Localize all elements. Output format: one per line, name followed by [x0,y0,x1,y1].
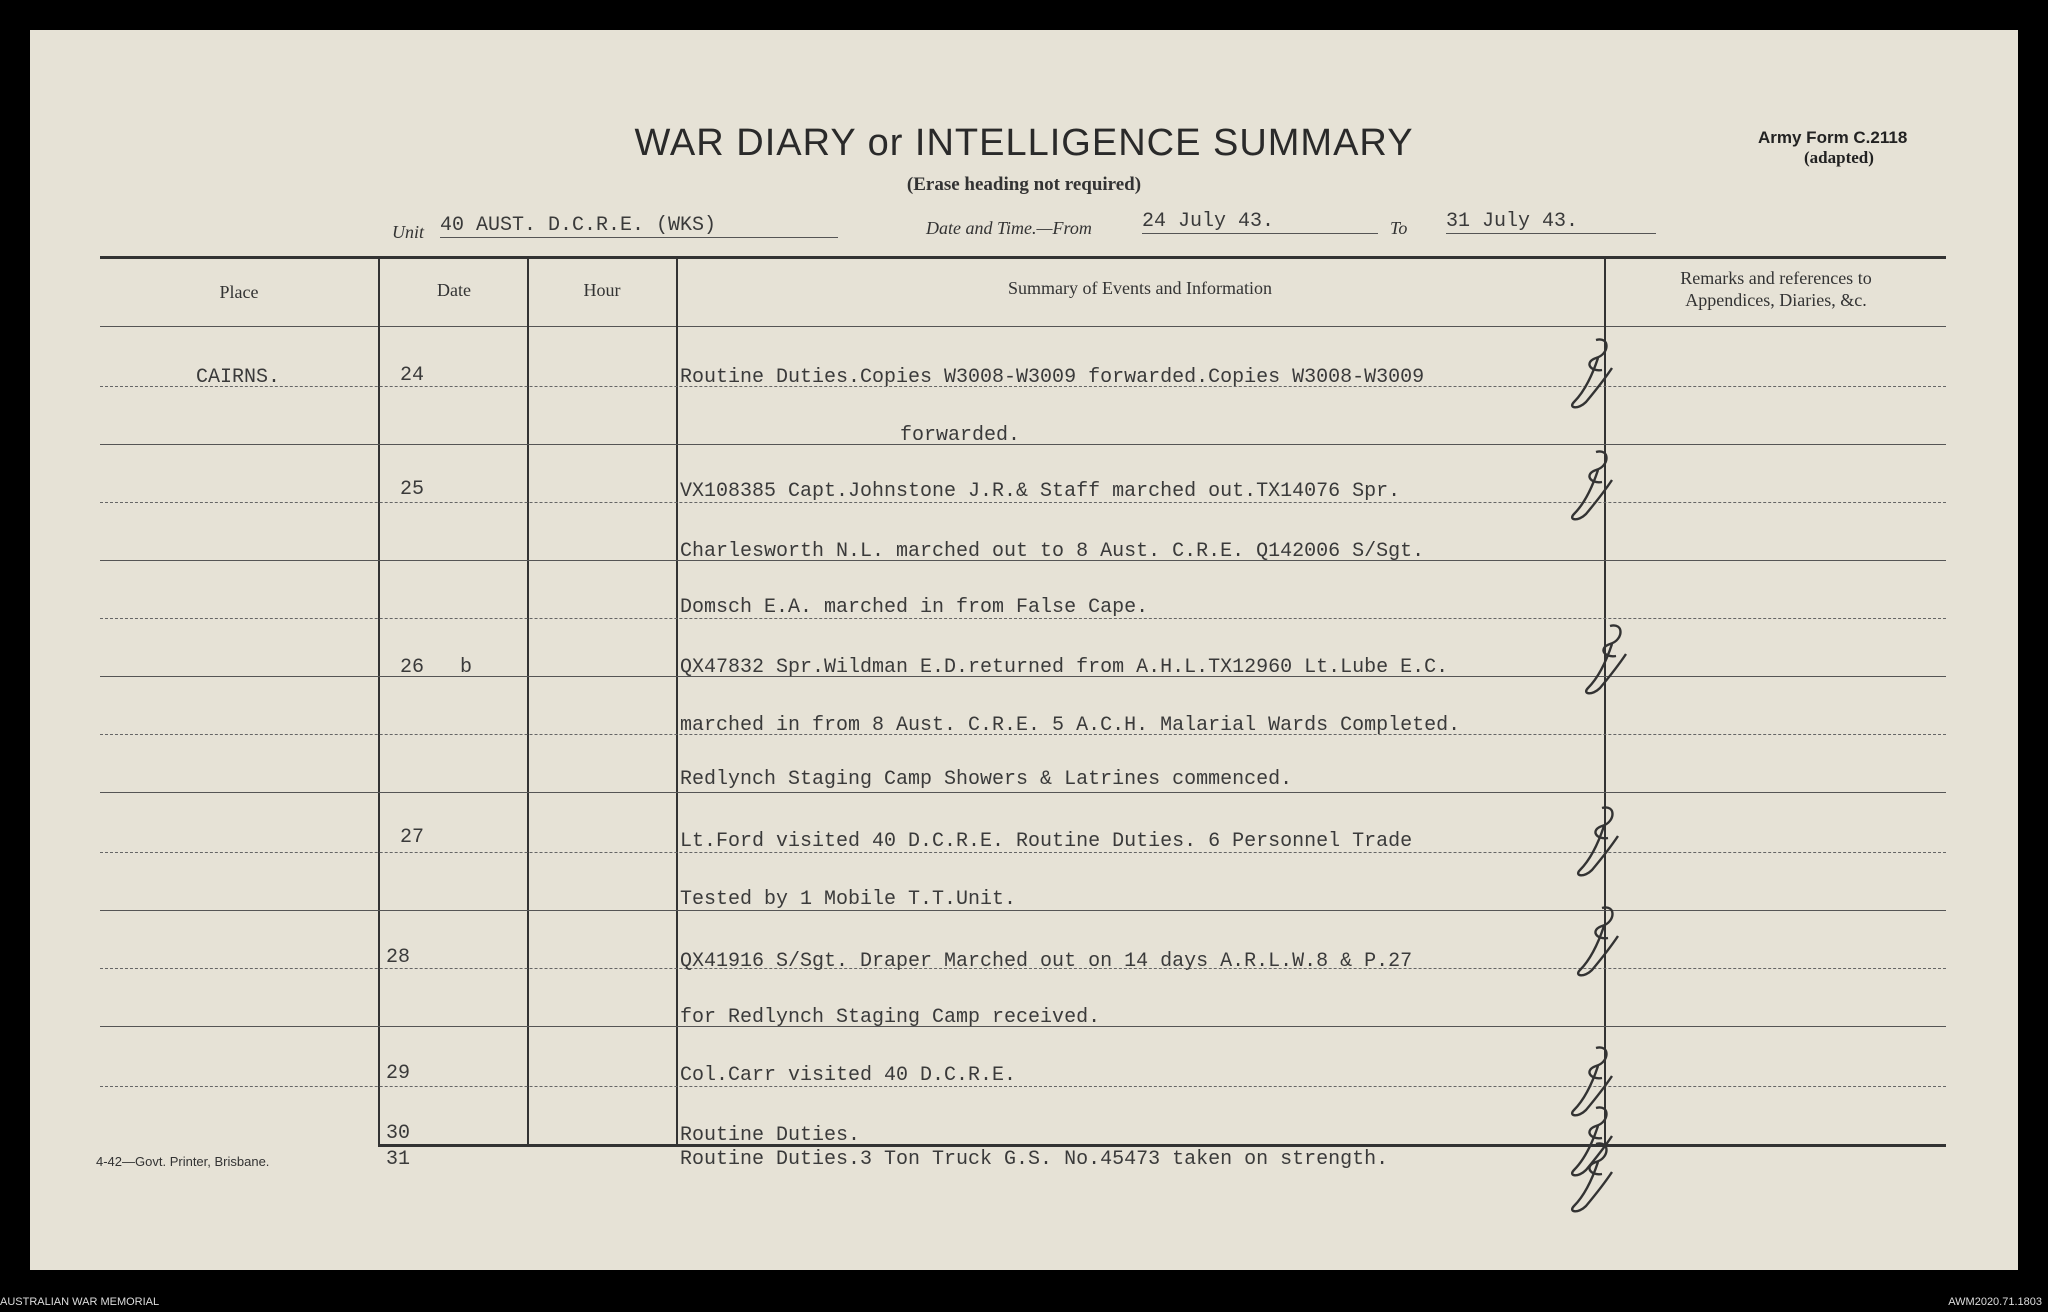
entry-text-line: Tested by 1 Mobile T.T.Unit. [680,888,1017,911]
entry-place: CAIRNS. [196,366,281,389]
entry-text-line: Lt.Ford visited 40 D.C.R.E. Routine Duties. 6 Personnel Trade [680,830,1413,853]
handwritten-initial-signature [1566,1136,1626,1216]
entry-date: 25 [400,478,425,501]
entry-text-line: Domsch E.A. marched in from False Cape. [680,596,1149,619]
handwritten-initial-signature [1572,900,1632,980]
entry-text-line: Charlesworth N.L. marched out to 8 Aust. C.R.E. Q142006 S/Sgt. [680,540,1425,563]
date-to-label: To [1390,218,1408,238]
table-bottom-rule [378,1144,1946,1147]
form-sheet [30,30,2018,1270]
archive-credit: AUSTRALIAN WAR MEMORIAL [0,1296,160,1308]
entry-text-line: QX47832 Spr.Wildman E.D.returned from A.H.L.TX12960 Lt.Lube E.C. [680,656,1449,679]
ruled-line [100,910,1946,911]
entry-text-line: forwarded. [900,424,1021,447]
handwritten-initial-signature [1572,800,1632,880]
entry-date: 27 [400,826,425,849]
entry-text-line: marched in from 8 Aust. C.R.E. 5 A.C.H. Malarial Wards Completed. [680,714,1461,737]
handwritten-initial-signature [1566,332,1626,412]
ruled-line [100,444,1946,445]
col-place-header: Place [219,282,259,302]
header-bottom-rule [100,326,1946,327]
col-hour-header: Hour [583,280,621,300]
entry-date: 28 [386,946,411,969]
col-rule-hour [676,256,678,1146]
entry-date: 30 [386,1122,411,1145]
army-form-adapted: (adapted) [1804,148,1874,167]
col-rule-place [378,256,380,1146]
entry-date: 26 [400,656,425,679]
handwritten-initial-signature [1566,444,1626,524]
date-from-label: Date and Time.—From [926,218,1092,238]
entry-date-note: b [460,656,473,679]
entry-date: 31 [386,1148,411,1171]
form-subtitle: (Erase heading not required) [906,174,1142,195]
entry-text-line: Col.Carr visited 40 D.C.R.E. [680,1064,1017,1087]
col-rule-date [527,256,529,1146]
entry-text-line: Routine Duties. [680,1124,861,1147]
printer-imprint: 4-42—Govt. Printer, Brisbane. [96,1154,270,1169]
date-to-value: 31 July 43. [1446,210,1656,234]
ruled-line [100,792,1946,793]
entry-date: 29 [386,1062,411,1085]
col-remarks-header-1: Remarks and references to [1680,268,1872,288]
entry-text-line: QX41916 S/Sgt. Draper Marched out on 14 days A.R.L.W.8 & P.27 [680,950,1413,973]
entry-text-line: for Redlynch Staging Camp received. [680,1006,1101,1029]
col-date-header: Date [437,280,471,300]
entry-date: 24 [400,364,425,387]
col-summary-header: Summary of Events and Information [1008,278,1272,298]
entry-text-line: Redlynch Staging Camp Showers & Latrines commenced. [680,768,1293,791]
army-form-number: Army Form C.2118 [1758,128,1908,147]
handwritten-initial-signature [1580,618,1640,698]
col-remarks-header-2: Appendices, Diaries, &c. [1685,290,1867,310]
ruled-line [100,1086,1946,1087]
table-top-rule [100,256,1946,259]
archive-accession-number: AWM2020.71.1803 [1948,1296,2042,1308]
date-from-value: 24 July 43. [1142,210,1378,234]
unit-value: 40 AUST. D.C.R.E. (WKS) [440,214,838,238]
entry-text-line: Routine Duties.Copies W3008-W3009 forwarded.Copies W3008-W3009 [680,366,1425,389]
entry-text-line: VX108385 Capt.Johnstone J.R.& Staff marched out.TX14076 Spr. [680,480,1401,503]
unit-label: Unit [392,222,425,242]
form-title: WAR DIARY or INTELLIGENCE SUMMARY [634,122,1414,164]
entry-text-line: Routine Duties.3 Ton Truck G.S. No.45473 taken on strength. [680,1148,1389,1171]
